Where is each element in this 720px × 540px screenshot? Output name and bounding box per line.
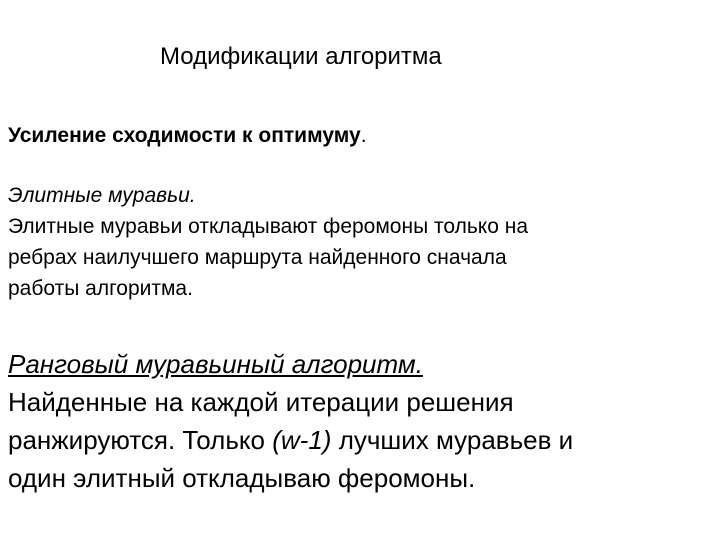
rank-w-minus-1: (w-1) xyxy=(272,425,332,455)
rank-algorithm-line-3: один элитный откладываю феромоны. xyxy=(8,463,476,493)
elite-ants-line-1: Элитные муравьи откладывают феромоны только на xyxy=(8,215,529,238)
elite-ants-section xyxy=(8,180,713,304)
elite-ants-heading: Элитные муравьи. xyxy=(8,184,196,207)
elite-ants-line-3: работы алгоритма. xyxy=(8,277,193,300)
slide-title: Модификации алгоритма xyxy=(160,43,442,70)
lead-period: . xyxy=(360,124,367,147)
lead-bold-text: Усиление сходимости к оптимуму xyxy=(8,124,361,147)
rank-algorithm-section xyxy=(8,345,713,497)
rank-algorithm-heading: Ранговый муравьиный алгоритм. xyxy=(8,349,423,379)
rank-line-2-pre: ранжируются. Только xyxy=(8,425,273,455)
elite-ants-line-2: ребрах наилучшего маршрута найденного сначала xyxy=(8,246,507,269)
rank-algorithm-line-2 xyxy=(8,421,713,459)
rank-line-2-post: лучших муравьев и xyxy=(331,425,574,455)
lead-paragraph xyxy=(8,122,367,150)
rank-algorithm-line-1: Найденные на каждой итерации решения xyxy=(8,387,514,417)
